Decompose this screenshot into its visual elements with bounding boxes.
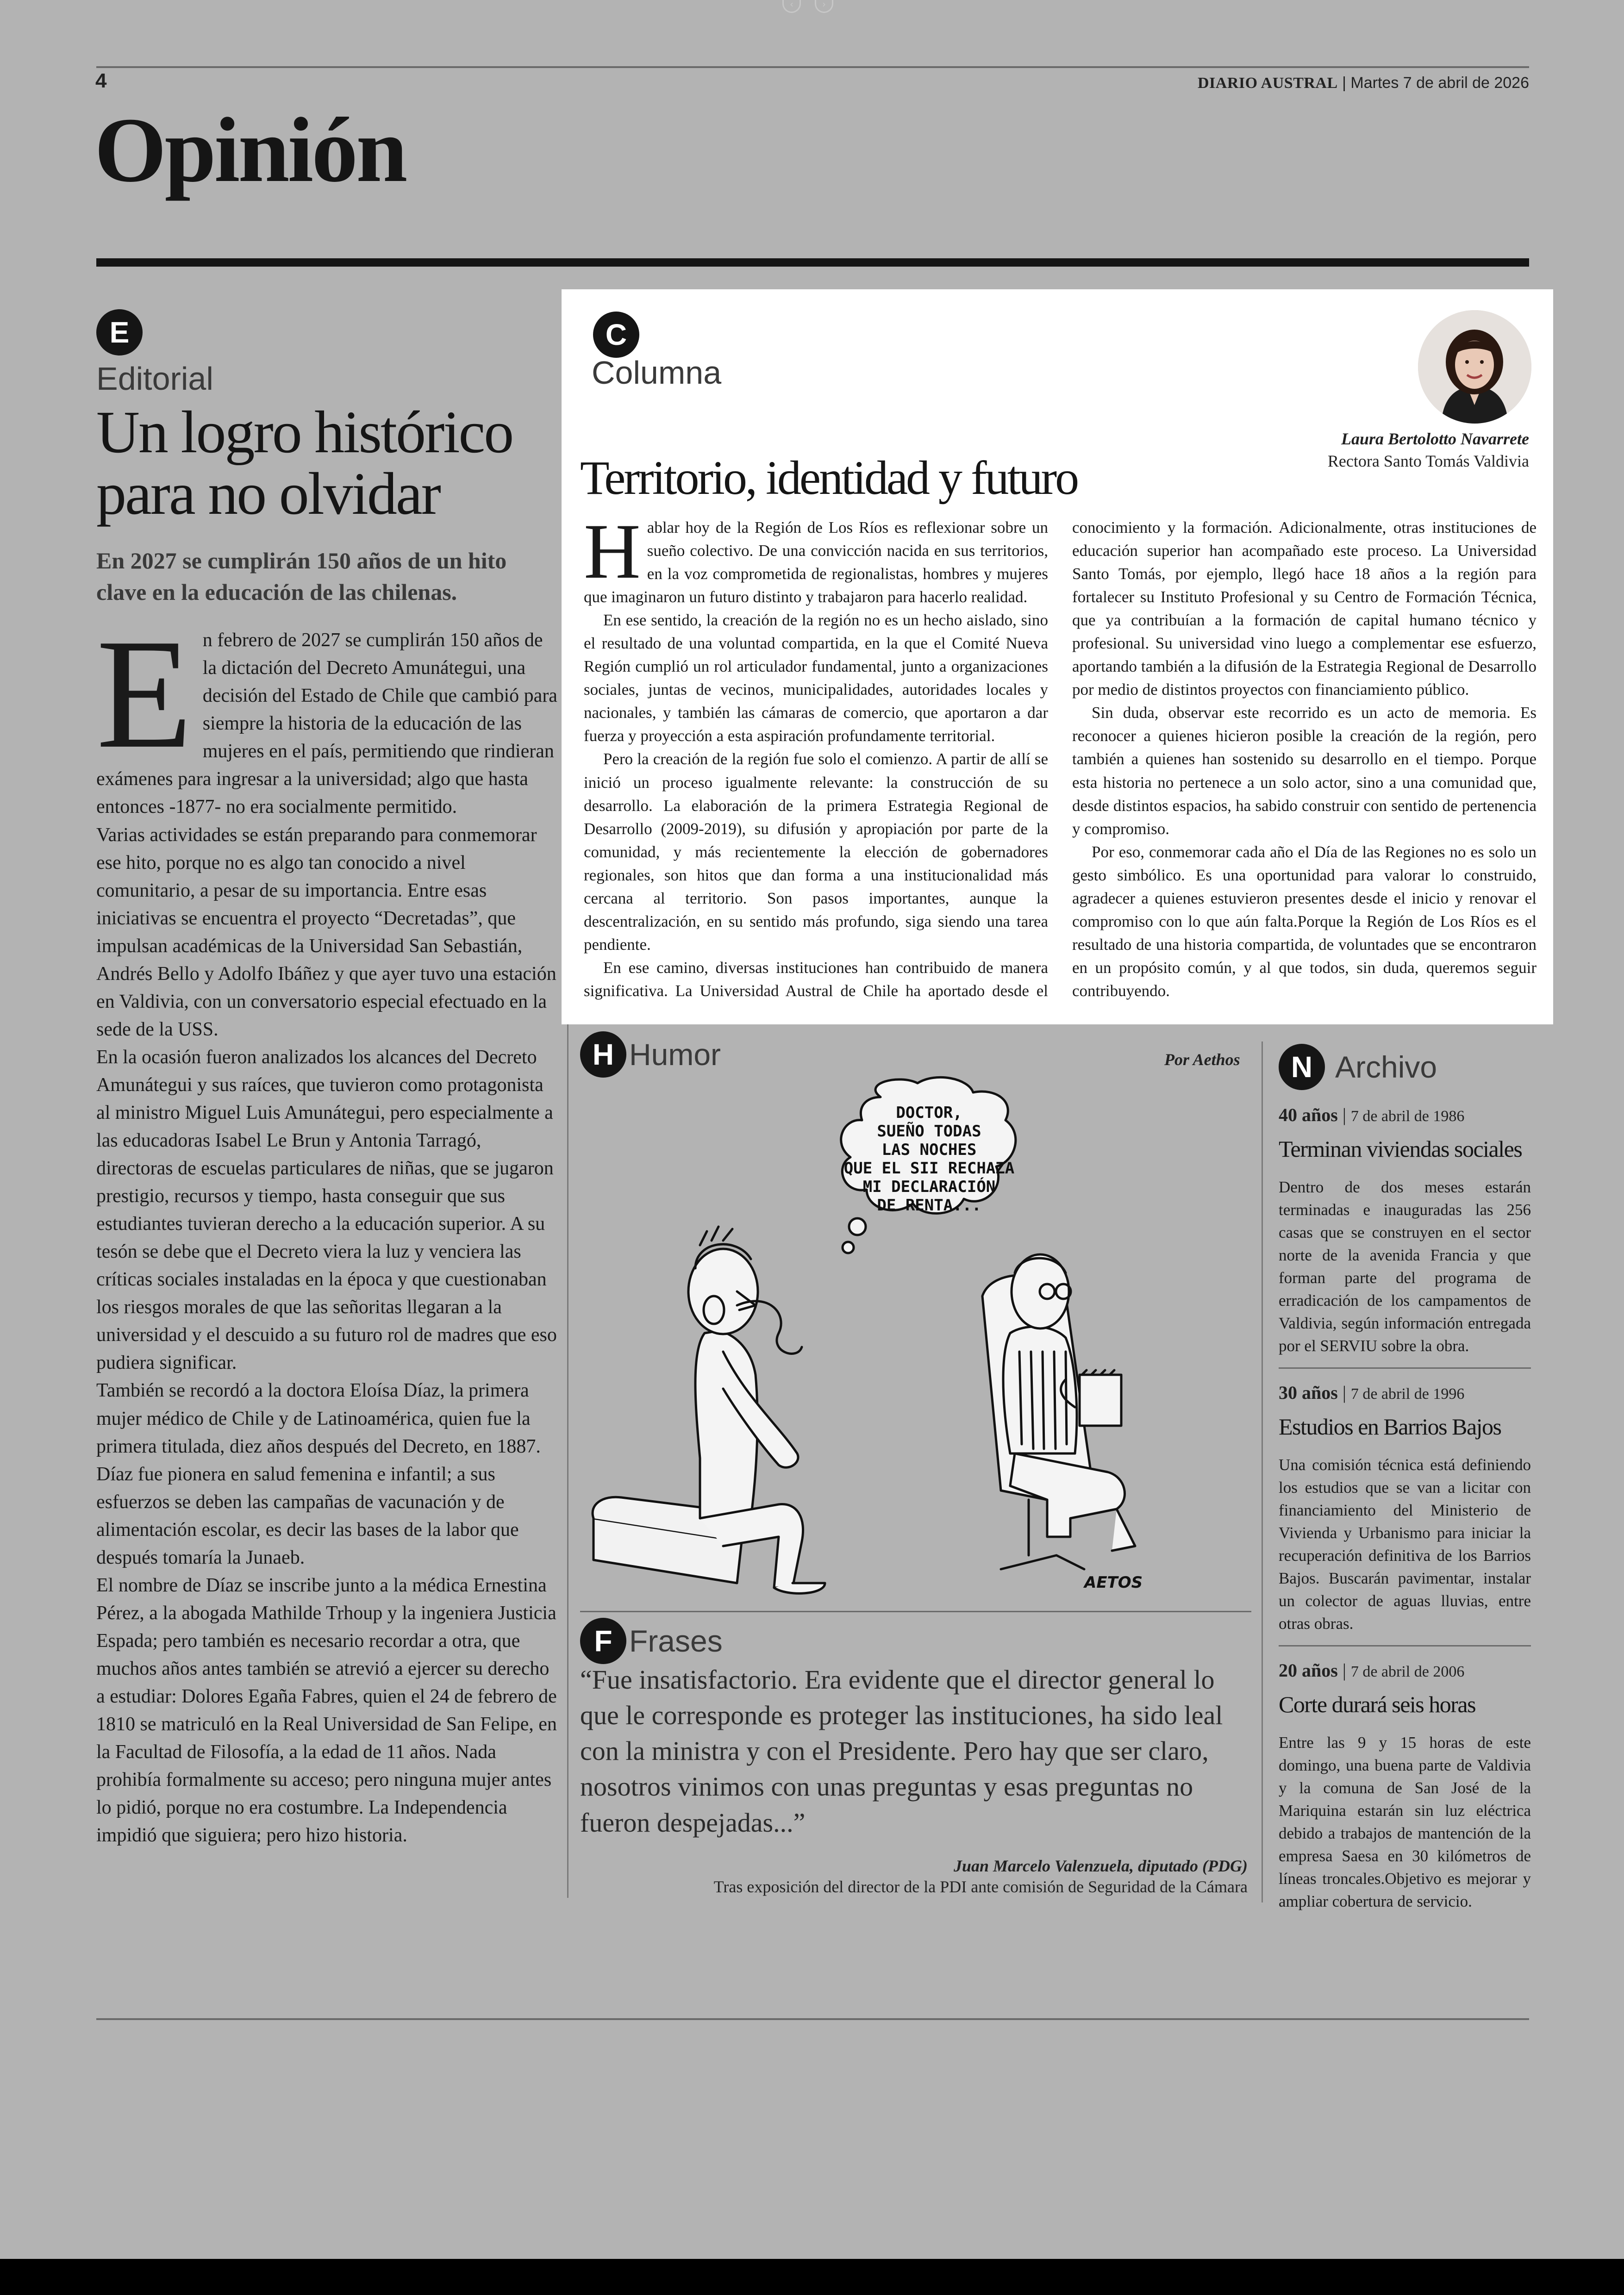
bottom-rule [96,2018,1529,2020]
humor-rule [580,1611,1251,1612]
cartoon-signature: AETOS [1084,1573,1143,1592]
column-body [584,508,1537,1003]
archivo-years-line: 40 años | 7 de abril de 1986 [1279,1104,1465,1125]
archivo-divider [1262,1041,1263,1902]
humor-kicker: Humor [629,1037,721,1072]
archivo-text: Entre las 9 y 15 horas de este domingo, una buena parte de Valdivia y la comuna de San José de la Mariquina estarán sin luz eléctrica debido a trabajos de mantención de la empresa Saesa en 30 kilómetros de líneas troncales.Objetivo es mejorar y ampliar cobertura de servicio. [1279,1734,1531,1910]
speech-line: DE RENTA... [877,1196,981,1215]
editorial-title: Un logro histórico para no olvidar [96,399,513,527]
frases-header [580,1618,723,1664]
masthead-separator: | [1342,74,1346,92]
editorial-paragraph-text: n febrero de 2027 se cumplirán 150 años de la dictación del Decreto Amunátegui, una decisión del Estado de Chile que cambió para siempre la historia de la educación de las mujeres en el país, permitiendo que rindieran exámenes para ingresar a la universidad; algo que hasta entonces -1877- no era socialmente permitido. [96,630,557,818]
archivo-text: Una comisión técnica está definiendo los estudios que se van a licitar con financiamiento del Ministerio de Vivienda y Urbanismo para iniciar la recuperación definitiva de los Barrios Bajos. Buscarán pavimentar, instalar un colector de aguas lluvias, entre otras obras. [1279,1456,1531,1633]
editorial-body [96,606,559,1849]
editorial-paragraph: En la ocasión fueron analizados los alcances del Decreto Amunátegui y sus raíces, que tuvieron como protagonista al ministro Miguel Luis Amunátegui, pero especialmente a las educadoras Isabel Le Brun y Antonia Tarragó, directoras de escuelas particulares de niñas, que se jugaron prestigio, recursos y tiempo, hasta conseguir que sus estudiantes tuvieran derecho a la educación superior. A su tesón se debe que el Decreto viera la luz y venciera las críticas sociales instaladas en la época y que cuestionaban los riesgos morales de que las señoritas llegaran a la universidad y el descuido a su futuro rol de madres que eso pudiera significar. [96,1046,557,1374]
paper-name: DIARIO AUSTRAL [1197,75,1338,92]
speech-line: DOCTOR, [896,1104,962,1122]
page-number: 4 [95,69,107,92]
column-paragraph: Sin duda, observar este recorrido es un acto de memoria. Es reconocer a quienes hicieron posible la creación de la región, pero también a quienes han sostenido su desarrollo en el tiempo. Porque esta historia no pertenece a un solo actor, sino a una comunidad que, desde distintos espacios, ha sabido construir con sentido de pertenencia y compromiso. [1072,704,1537,838]
next-page-icon[interactable]: › [815,0,833,13]
archivo-years-line: 30 años | 7 de abril de 1996 [1279,1382,1465,1403]
speech-line: SUEÑO TODAS [877,1122,981,1141]
archivo-rule [1279,1645,1531,1646]
archivo-item [1279,1382,1531,1635]
viewer-bottom-bar [0,2259,1624,2295]
archivo-years-line: 20 años | 7 de abril de 2006 [1279,1660,1465,1681]
archivo-rule [1279,1367,1531,1369]
archivo-date: 7 de abril de 1996 [1350,1385,1465,1403]
archivo-section [1279,1044,1531,1922]
column-paragraph [584,508,1048,609]
column-paragraph-text: ablar hoy de la Región de Los Ríos es reflexionar sobre un sueño colectivo. De una convicción nacida en sus territorios, en la voz comprometida de regionalistas, hombres y mujeres que imaginaron un futuro distinto y trabajaron para hacerlo realidad. [584,518,1048,606]
archivo-badge: N [1279,1044,1325,1090]
archivo-title: Terminan viviendas sociales [1279,1136,1522,1162]
frases-quote: “Fue insatisfactorio. Era evidente que el director general lo que le corresponde es proteger las instituciones, ha sido leal con la ministra y con el Presidente. Pero hay que ser claro, nosotros vinimos con unas preguntas y esas preguntas no fueron despejadas...” [580,1665,1223,1838]
humor-credit: Por Aethos [1164,1050,1240,1069]
editorial-subtitle: En 2027 se cumplirán 150 años de un hito clave en la educación de las chilenas. [96,548,507,605]
archivo-item [1279,1104,1531,1357]
page-nav[interactable] [782,0,833,14]
author-photo [1418,310,1531,424]
column-badge: C [593,312,639,358]
editorial-paragraph [96,606,559,821]
archivo-kicker: Archivo [1335,1050,1437,1084]
editorial-kicker: Editorial [96,361,213,397]
editorial-badge: E [96,309,143,355]
archivo-item [1279,1659,1531,1913]
frases-badge: F [580,1618,626,1664]
quote-context: Tras exposición del director de la PDI ante comisión de Seguridad de la Cámara [713,1877,1248,1896]
speech-line: MI DECLARACIÓN [862,1178,996,1196]
column-dropcap: H [584,508,641,595]
issue-date: Martes 7 de abril de 2026 [1350,74,1529,92]
editorial-paragraph: También se recordó a la doctora Eloísa Díaz, la primera mujer médico de Chile y de Latinoamérica, quien fue la primera titulada, diez años después del Decreto, en 1887. Díaz fue pionera en salud femenina e infantil; a sus esfuerzos se deben las campañas de vacunación y de alimentación escolar, es decir las bases de la labor que después tomaría la Junaeb. [96,1380,541,1568]
archivo-years: 20 años [1279,1660,1338,1681]
editorial-dropcap: E [96,606,193,781]
author-portrait-icon [1418,310,1531,424]
column-paragraph: En ese sentido, la creación de la región no es un hecho aislado, sino el resultado de una voluntad compartida, en la que el Comité Nueva Región cumplió un rol articulador fundamental, junto a organizaciones sociales, juntas de vecinos, municipalidades, autoridades locales y nacionales, y también las cámaras de comercio, que aportaron a dar fuerza y proyección a esta aspiración profundamente territorial. [584,611,1048,745]
masthead-info [1198,74,1529,92]
frases-kicker: Frases [629,1624,723,1658]
prev-page-icon[interactable]: ‹ [782,0,801,13]
author-role: Rectora Santo Tomás Valdivia [1327,452,1529,470]
speech-line: QUE EL SII RECHAZA [843,1159,1015,1178]
archivo-date: 7 de abril de 2006 [1350,1663,1465,1680]
editorial-paragraph: El nombre de Díaz se inscribe junto a la médica Ernestina Pérez, a la abogada Mathilde Trhoup y la ingeniera Justicia Espada; pero también es necesario recordar a otra, que muchos años antes también se atrevió a ejercer su derecho a estudiar: Dolores Egaña Fabres, quien el 24 de febrero de 1810 se matriculó en la Real Universidad de San Felipe, en la Facultad de Filosofía, a la edad de 11 años. Nada prohibía formalmente su acceso; pero ninguna mujer antes lo pidió, porque no era costumbre. La Independencia impidió que siguiera; pero hizo historia. [96,1574,557,1846]
section-rule [96,258,1529,267]
humor-header [580,1031,721,1078]
archivo-years: 30 años [1279,1382,1338,1403]
column-title: Territorio, identidad y futuro [580,451,1078,505]
archivo-date: 7 de abril de 1986 [1350,1108,1465,1125]
column-section [562,289,1553,1024]
humor-badge: H [580,1031,626,1078]
editorial-section [96,309,559,1849]
archivo-years: 40 años [1279,1104,1338,1125]
column-paragraph: Pero la creación de la región fue solo el comienzo. A partir de allí se inició un proceso igualmente relevante: la construcción de su desarrollo. La elaboración de la primera Estrategia Regional de Desarrollo (2009-2019), su difusión y apropiación por parte de la comunidad, y más recientemente la elección de gobernadores regionales, son hitos que dan forma a una institucionalidad más cercana al territorio. Son pasos importantes, aunque la descentralización, en su sentido más profundo, siga siendo una tarea pendiente. [584,750,1048,954]
section-title: Opinión [94,99,406,201]
top-rule [96,66,1529,68]
column-paragraph: En ese camino, diversas instituciones han contribuido de manera significativa. La Universidad Austral de Chile ha aportado desde el conocimiento y la formación. Adicionalmente, otras instituciones de educación superior han acompañado este proceso. La Universidad Santo Tomás, por ejemplo, llegó hace 18 años a la región para fortalecer su Instituto Profesional y su Centro de Formación Técnica, que ya contribuían a la formación de capital humano técnico y profesional. Su universidad vino luego a complementar ese esfuerzo, aportando también a la difusión de la Estrategia Regional de Desarrollo por medio de distintos proyectos con financiamiento público. [584,518,1537,1000]
speech-line: LAS NOCHES [881,1141,977,1159]
editorial-paragraph: Varias actividades se están preparando para conmemorar ese hito, porque no es algo tan conocido a nivel comunitario, a pesar de su importancia. Entre esas iniciativas se encuentra el proyecto “Decretadas”, que impulsan académicas de la Universidad San Sebastián, Andrés Bello y Adolfo Ibáñez y que ayer tuvo una estación en Valdivia, con un conversatorio especial efectuado en la sede de la USS. [96,824,556,1040]
column-paragraph: Por eso, conmemorar cada año el Día de las Regiones no es solo un gesto simbólico. Es una oportunidad para valorar lo construido, agradecer a quienes estuvieron presentes desde el inicio y renovar el compromiso con lo que aún falta.Porque la Región de Los Ríos es el resultado de una historia compartida, de voluntades que se encontraron en un propósito común, y al que todos, sin duda, queremos seguir contribuyendo. [1072,842,1537,1000]
archivo-title: Corte durará seis horas [1279,1691,1476,1717]
archivo-text: Dentro de dos meses estarán terminadas e inauguradas las 256 casas que se construyen en el sector norte de la avenida Francia y que forman parte del programa de erradicación de los campamentos de Valdivia, según información entregada por el SERVIU sobre la obra. [1279,1178,1531,1355]
author-name: Laura Bertolotto Navarrete [1341,430,1529,448]
quote-author: Juan Marcelo Valenzuela, diputado (PDG) [953,1857,1248,1875]
humor-cartoon [584,1074,1251,1606]
column-kicker: Columna [592,355,722,391]
archivo-title: Estudios en Barrios Bajos [1279,1414,1501,1440]
archivo-header [1279,1044,1531,1090]
